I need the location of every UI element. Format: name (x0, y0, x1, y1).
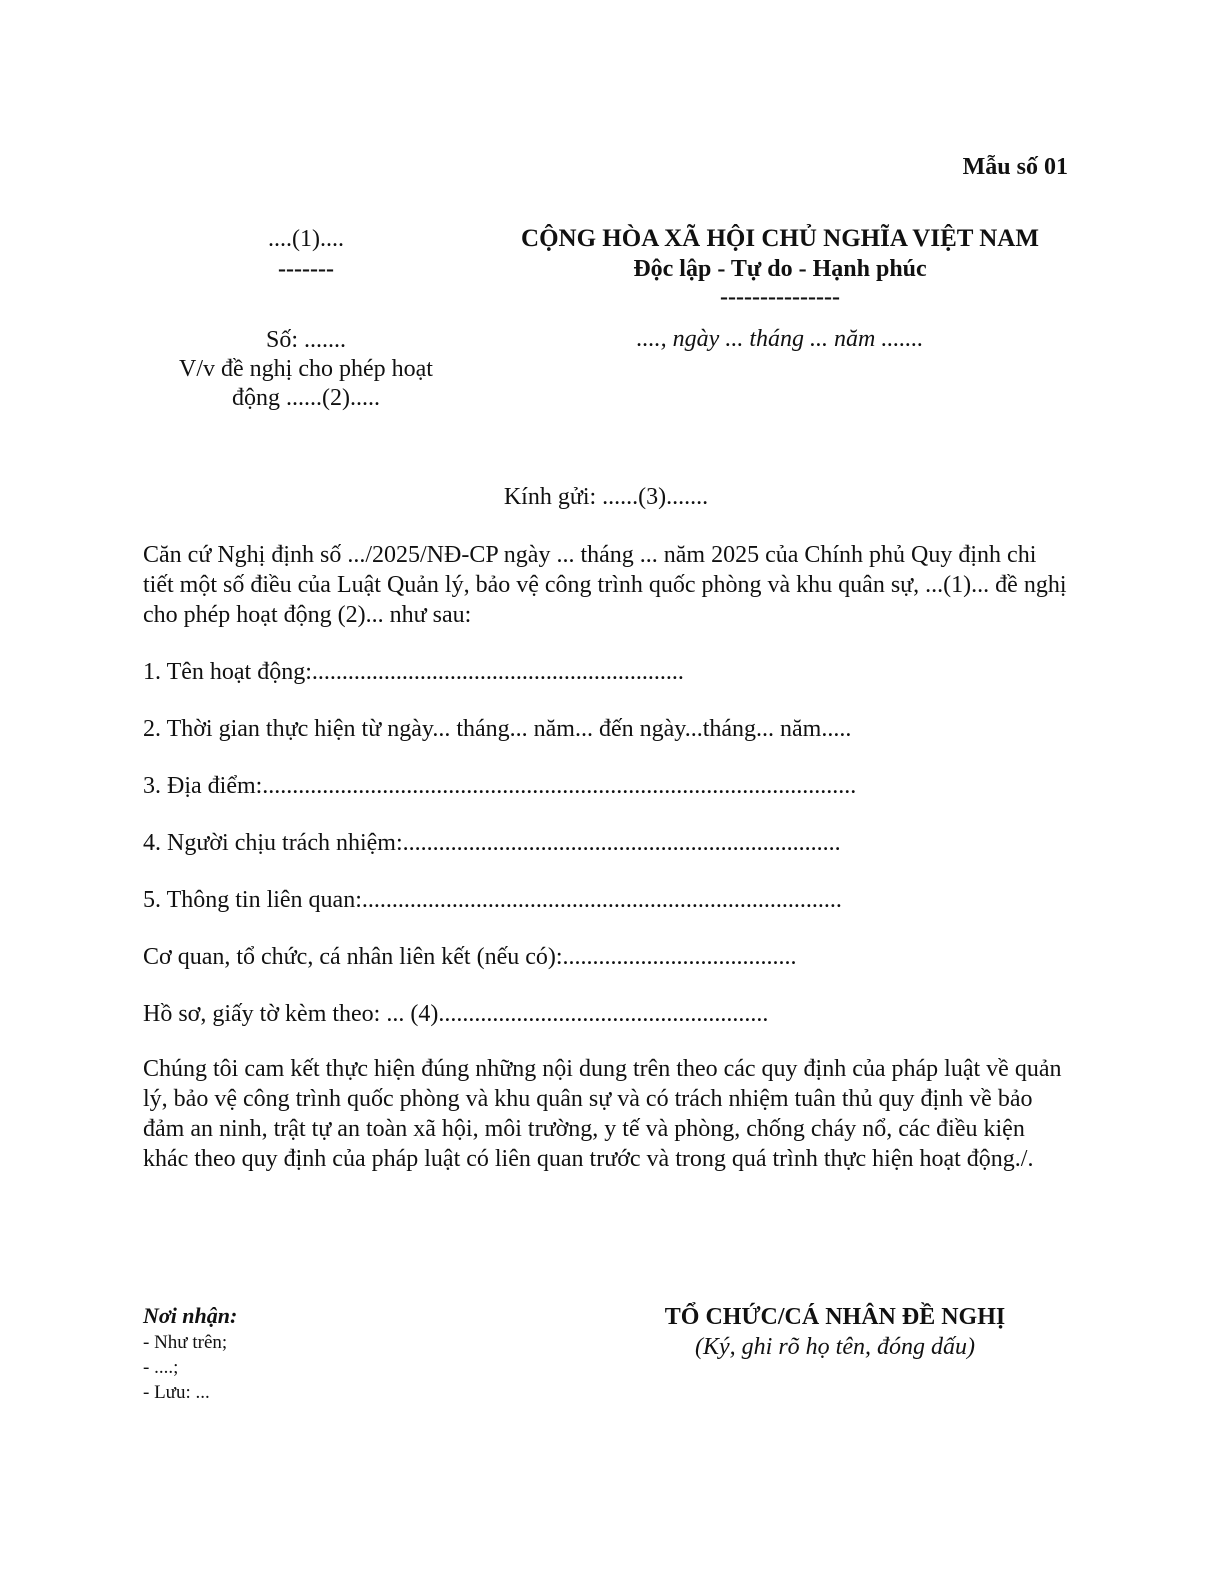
item-responsible-person: 4. Người chịu trách nhiệm:......................................................................... (143, 830, 841, 856)
item-duration: 2. Thời gian thực hiện từ ngày... tháng... năm... đến ngày...tháng... năm..... (143, 716, 852, 742)
recipients-list (143, 1302, 443, 1405)
recipients-title: Nơi nhận: (143, 1303, 238, 1328)
commitment-paragraph: Chúng tôi cam kết thực hiện đúng những nội dung trên theo các quy định của pháp luật về quản lý, bảo vệ công trình quốc phòng và khu quân sự và có trách nhiệm tuân thủ quy định về bảo đảm an ninh, trật tự an toàn xã hội, môi trường, y tế và phòng, chống cháy nổ, các điều kiện khác theo quy định của pháp luật có liên quan trước và trong quá trình thực hiện hoạt động./. (143, 1056, 1062, 1172)
issuing-organization (150, 224, 462, 284)
document-reference (150, 326, 462, 413)
signature-block (560, 1302, 1110, 1362)
subject-line-2: động ......(2)..... (232, 385, 380, 411)
recipient-entry: - Như trên; (143, 1332, 228, 1353)
item-attachments: Hồ sơ, giấy tờ kèm theo: ... (4)....................................................... (143, 1001, 769, 1027)
place-date-line: ...., ngày ... tháng ... năm ....... (636, 326, 924, 352)
signature-title: TỔ CHỨC/CÁ NHÂN ĐỀ NGHỊ (664, 1304, 1006, 1330)
nation-title: CỘNG HÒA XÃ HỘI CHỦ NGHĨA VIỆT NAM (521, 225, 1039, 252)
recipient-line: Kính gửi: ......(3)....... (503, 484, 709, 510)
subject-line-1: V/v đề nghị cho phép hoạt (179, 356, 433, 382)
national-heading (470, 224, 1090, 310)
motto: Độc lập - Tự do - Hạnh phúc (633, 256, 927, 282)
form-number: Mẫu số 01 (962, 154, 1068, 180)
document-body (143, 540, 1073, 1174)
recipient-entry: - ....; (143, 1357, 179, 1378)
recipient-entry: - Lưu: ... (143, 1382, 210, 1403)
item-activity-name: 1. Tên hoạt động:.............................................................. (143, 659, 684, 685)
organization-name: ....(1).... (268, 226, 344, 252)
item-linked-parties: Cơ quan, tổ chức, cá nhân liên kết (nếu có):....................................... (143, 944, 797, 970)
signature-note: (Ký, ghi rõ họ tên, đóng dấu) (695, 1334, 975, 1360)
motto-separator: --------------- (720, 284, 840, 310)
organization-separator: ------- (278, 256, 334, 282)
document-number: Số: ....... (265, 327, 346, 353)
intro-paragraph: Căn cứ Nghị định số .../2025/NĐ-CP ngày ... tháng ... năm 2025 của Chính phủ Quy định chi tiết một số điều của Luật Quản lý, bảo vệ công trình quốc phòng và khu quân sự, ...(1)... đề nghị cho phép hoạt động (2)... như sau: (143, 542, 1067, 628)
item-location: 3. Địa điểm:................................................................................................... (143, 773, 857, 799)
item-related-info: 5. Thông tin liên quan:................................................................................ (143, 887, 842, 913)
